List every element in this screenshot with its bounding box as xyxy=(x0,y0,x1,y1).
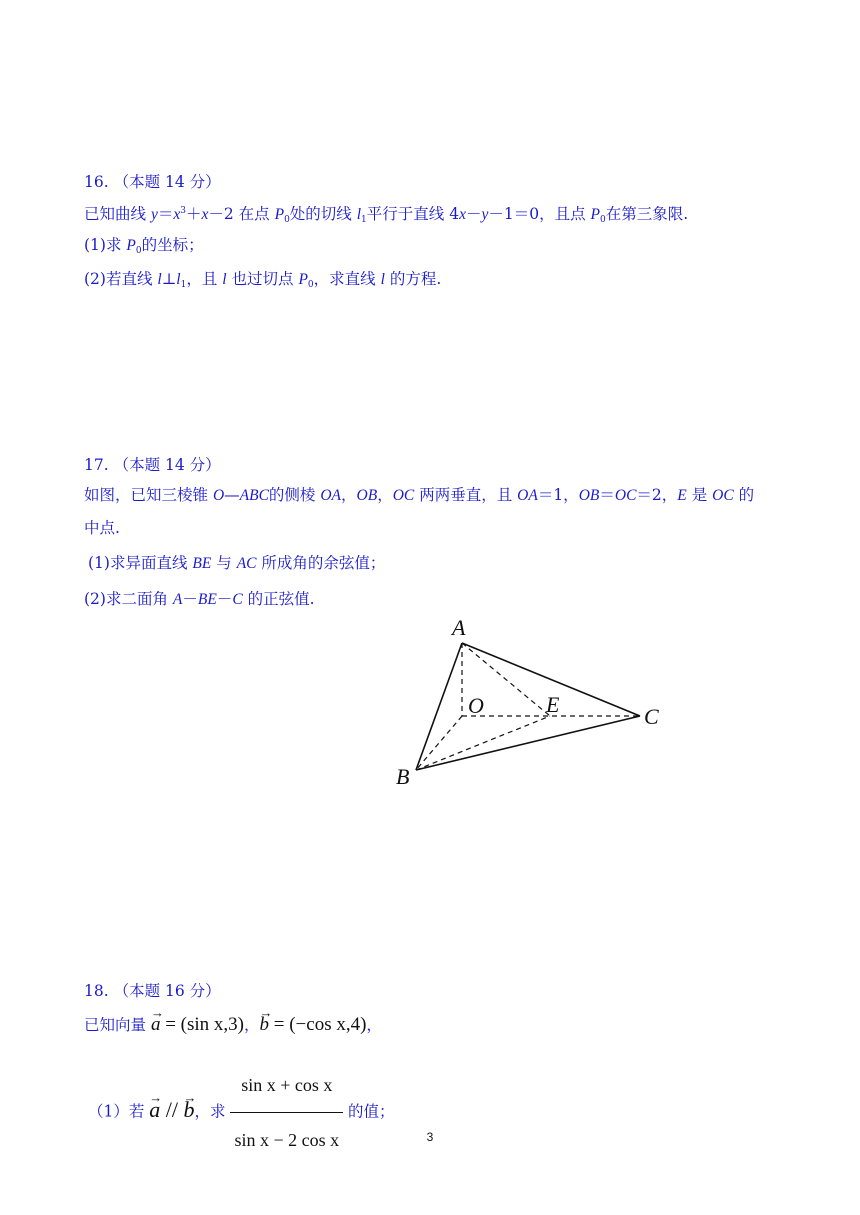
q17-part2: (2)求二面角 A－BE－C 的正弦值. xyxy=(84,590,315,608)
q16-heading: 16. （本题 14 分） xyxy=(84,173,221,191)
vector-a: → a xyxy=(151,1014,161,1036)
q16-part1: (1)求 $P_0$的坐标； xyxy=(84,236,204,256)
q17-statement-cont: 中点. xyxy=(84,519,120,537)
label-b: B xyxy=(396,764,410,789)
q16-part2: (2)若直线 $l\perp l_1$，且 l 也过切点 $P_0$，求直线 l 的方程. xyxy=(84,270,442,290)
page-number: 3 xyxy=(426,1130,434,1144)
ratio-fraction: $\frac{\text{sin x + cos x}}{\text{sin x − 2 cos x}}$ xyxy=(230,1060,343,1165)
edge-bc xyxy=(416,716,640,770)
q18-part1: （1）若 → a // → b，求 $\frac{\text{sin x + cos x}}{\text{sin x − 2 cos x}}$ 的值； xyxy=(88,1060,395,1165)
q18-statement: 已知向量 → a = (sin x,3)，→ b = (−cos x,4)， xyxy=(84,1014,382,1036)
q17-part1: (1)求异面直线 BE 与 AC 所成角的余弦值； xyxy=(88,554,386,572)
q16-statement: 已知曲线 $y=x^3+x-2$ 在点 $P_0$处的切线 $l_1$平行于直线 4x－y－1＝0，且点 $P_0$在第三象限. xyxy=(84,205,689,225)
edge-ob xyxy=(416,716,462,770)
label-e: E xyxy=(546,692,560,717)
label-a: A xyxy=(452,615,466,640)
label-c: C xyxy=(644,704,659,729)
q18-heading: 18. （本题 16 分） xyxy=(84,982,221,1000)
label-o: O xyxy=(468,693,484,718)
q17-statement: 如图，已知三棱锥 O—ABC的侧棱 OA，OB，OC 两两垂直，且 OA＝1，OB＝OC＝2，E 是 OC 的 xyxy=(84,486,755,504)
pyramid-figure xyxy=(380,610,680,795)
q17-heading: 17. （本题 14 分） xyxy=(84,456,221,474)
edge-ab xyxy=(416,643,462,770)
vector-b: → b xyxy=(260,1014,270,1036)
